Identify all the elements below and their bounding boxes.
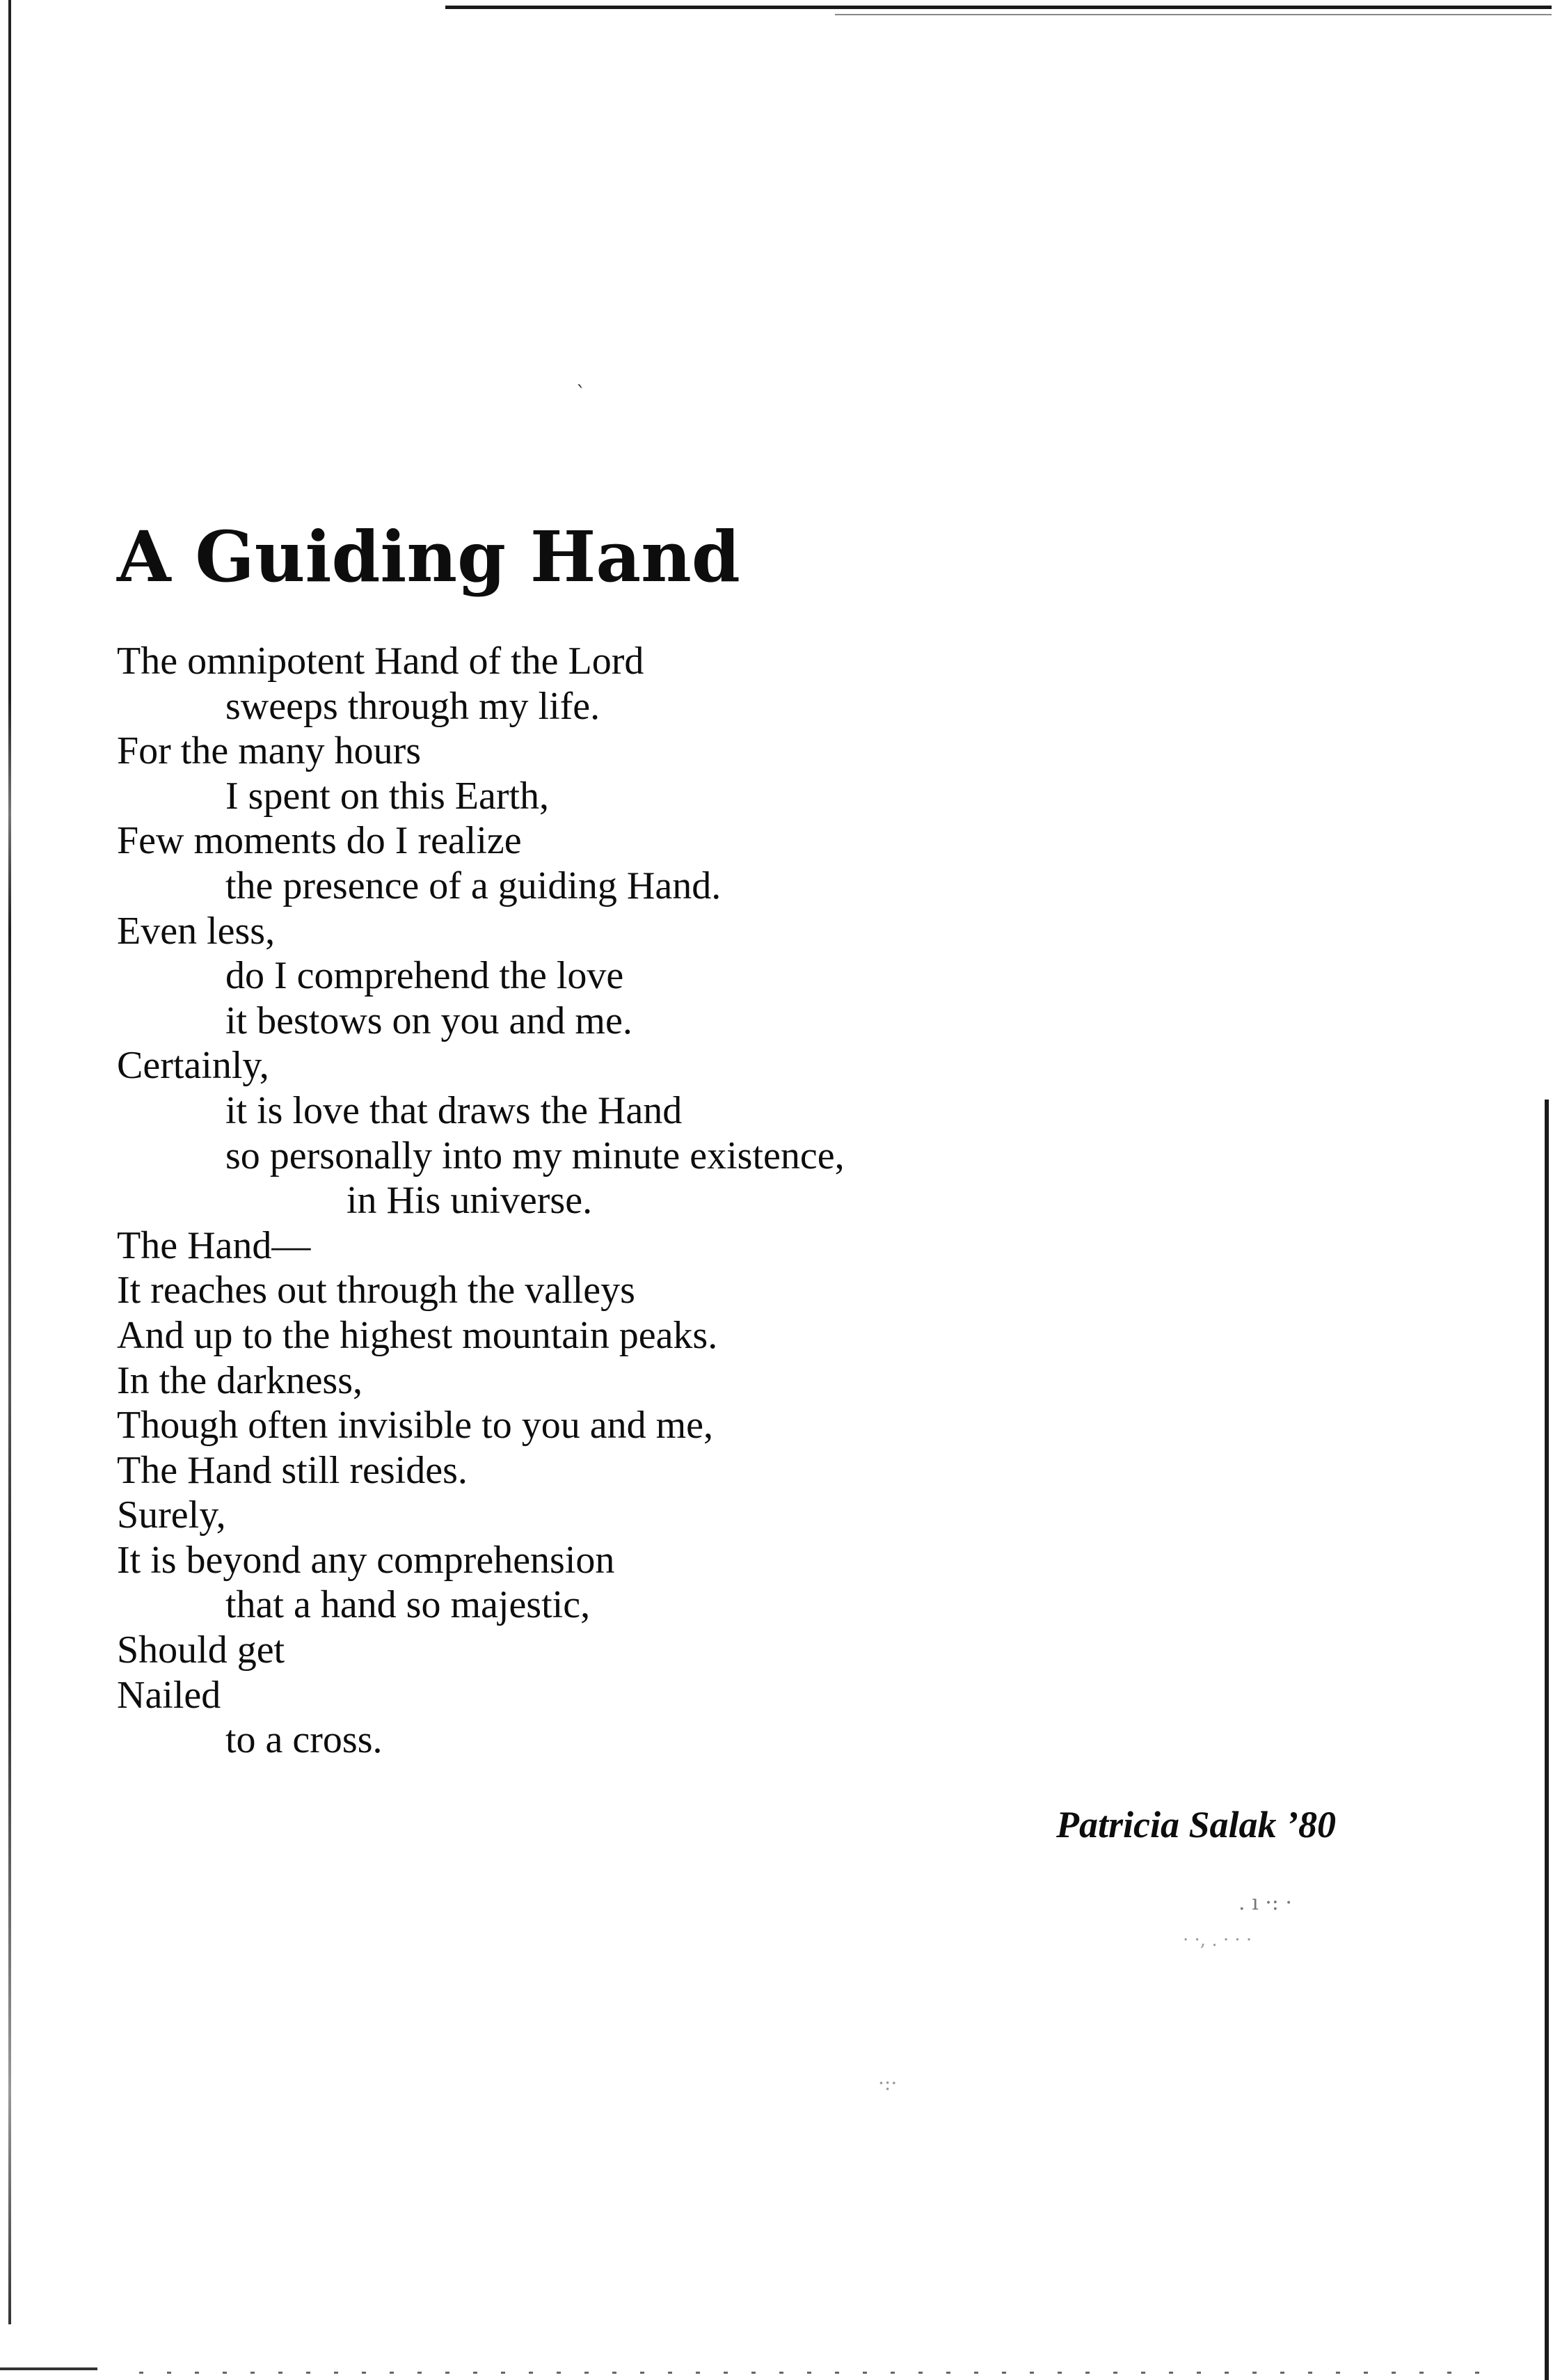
poem-line: do I comprehend the love <box>225 954 624 998</box>
poem-line: Though often invisible to you and me, <box>117 1404 713 1447</box>
poem-line: Nailed <box>117 1673 221 1717</box>
scan-speck: ` <box>576 382 586 405</box>
poem-line: it bestows on you and me. <box>225 999 632 1042</box>
scan-speck: · ·, . · · · <box>1183 1930 1252 1951</box>
poem-line: It is beyond any comprehension <box>117 1538 615 1582</box>
poem-title: A Guiding Hand <box>117 516 740 598</box>
poem-body <box>117 639 1425 1763</box>
poem-line: The Hand still resides. <box>117 1448 468 1492</box>
poem-line: The omnipotent Hand of the Lord <box>117 640 644 683</box>
poem-line: And up to the highest mountain peaks. <box>117 1313 718 1357</box>
poem-line: Surely, <box>117 1493 226 1537</box>
poem-line: Certainly, <box>117 1044 269 1088</box>
poem-line: that a hand so majestic, <box>225 1583 591 1627</box>
poem-line: it is love that draws the Hand <box>225 1088 683 1132</box>
poem-line: in His universe. <box>347 1179 593 1223</box>
poem-line: For the many hours <box>117 729 422 773</box>
poem-line: I spent on this Earth, <box>225 774 550 818</box>
poem-line: sweeps through my life. <box>225 684 600 728</box>
poem-line: to a cross. <box>225 1718 383 1762</box>
poem-line: It reaches out through the valleys <box>117 1269 635 1312</box>
scan-edge-left <box>8 0 11 2324</box>
scan-speck: . ı ·: · <box>1239 1891 1292 1915</box>
author-signature: Patricia Salak ’80 <box>1056 1804 1336 1846</box>
poem-line: Few moments do I realize <box>117 819 522 863</box>
scan-edge-top <box>445 6 1552 9</box>
poem-line: Should get <box>117 1628 285 1672</box>
poem-line: The Hand— <box>117 1223 311 1267</box>
scan-edge-bottom-dots <box>139 2372 1496 2374</box>
scan-edge-right <box>1545 1100 1549 2380</box>
scan-speck: ·:· <box>878 2072 898 2095</box>
poem-line: the presence of a guiding Hand. <box>225 864 722 907</box>
poem-line: Even less, <box>117 909 276 953</box>
poem-line: so personally into my minute existence, <box>225 1134 845 1177</box>
scan-edge-bottom <box>0 2367 97 2370</box>
scan-edge-top-thin <box>835 14 1552 15</box>
poem-line: In the darkness, <box>117 1358 363 1402</box>
